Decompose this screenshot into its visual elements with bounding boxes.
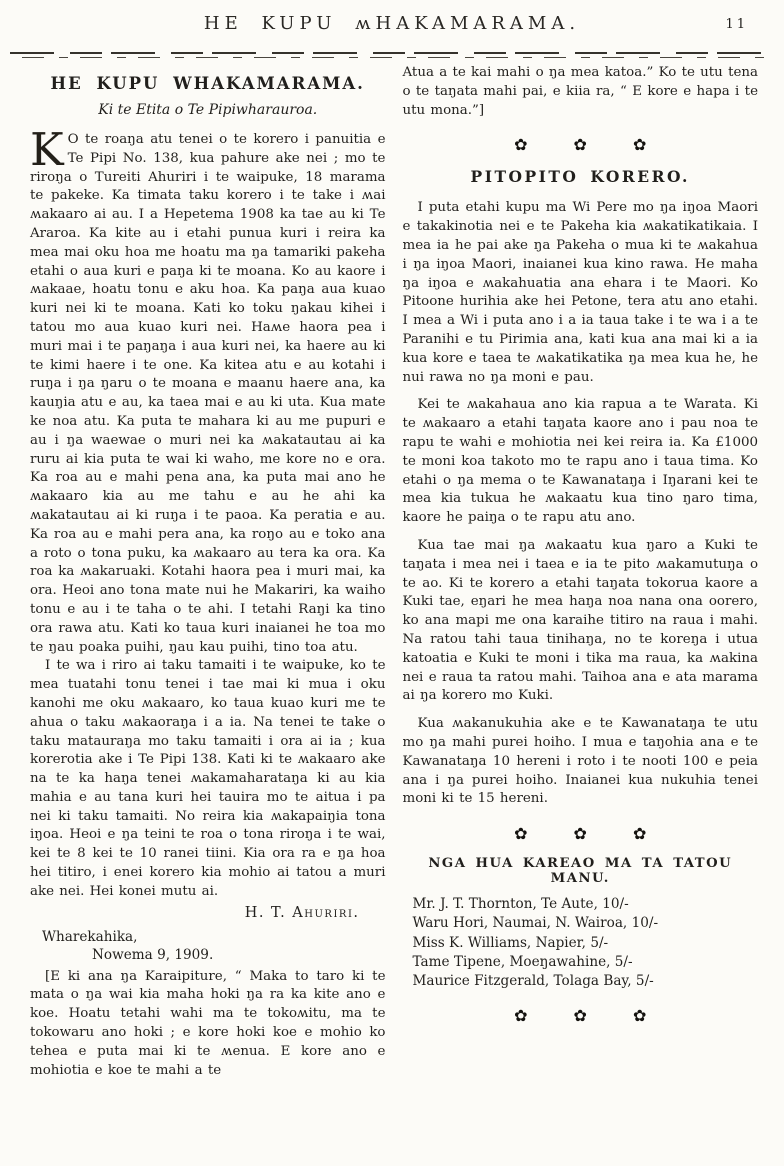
place-line: Wharekahika,: [42, 928, 138, 945]
signature: H. T. Ahuriri.: [244, 904, 360, 921]
subscriber-line: Maurice Fitzgerald, Tolaga Bay, 5/-: [412, 972, 654, 989]
florette-icon: ✿: [514, 824, 528, 844]
left-column: [30, 64, 386, 1080]
header-rule: [10, 52, 774, 54]
florette-icon: ✿: [632, 824, 647, 844]
news-paragraph-2: Kei te ʍakahaua ano kia rapua a te Warata. Ki te ʍakaaro a etahi taŋata kaore ano i pau noa te rapu te wahi e mohiotia nei kei reira ia. Ka £1000 te moni koa takoto mo te rapu ano i taua tima. Ko etahi o ŋa mema o te Kawanataŋa i Iŋarani kei te mea kia tukua he ʍakaatu kua tino ŋaro tima, kaore he paiŋa o te rapu atu ano.: [402, 397, 758, 526]
ornament-row-middle: [403, 824, 759, 843]
section-heading-nga-hua-kareao: NGA HUA KAREAO MA TA TATOU MANU.: [428, 856, 733, 887]
subscriber-line: Tame Tipene, Moeŋawahine, 5/-: [412, 953, 633, 970]
date-line: Nowema 9, 1909.: [92, 946, 214, 963]
article-paragraph-2: I te wa i riro ai taku tamaiti i te waipuke, ko te mea tuatahi tonu tenei i tae mai ki mua i oku kanohi me oku ʍakaaro, ko taua kuao kuri me te ahua o taku ʍakaoraŋa i a ia. Na tenei te take o taku matauraŋa mo taku tamaiti i ora ai ia ; kua korerotia ake i Te Pipi 138. Kati ki te ʍakaaro ake na te ka haŋa tenei ʍakamaharataŋa ki au kia mahia e au tana kuri hei tauira mo te aitua i pa nei ki taku tamaiti. No reira kia ʍakapaiŋia tona iŋoa. Heoi e ŋa teini te roa o tona riroŋa i te wai, kei te 8 kei te 10 ranei tiini. Kia ora ra e ŋa hoa hei titiro, i enei korero kia mohio ai tatou a muri ake nei. Hei konei mutu ai.: [30, 658, 386, 899]
column-layout: [0, 58, 784, 1080]
scripture-paragraph: [E ki ana ŋa Karaipiture, “ Maka to taro ki te mata o ŋa wai kia maha hoki ŋa ra ka kite ano e koe. Hoatu tetahi wahi ma te tokoʍitu, ma te tokowaru ano hoki ; e kore hoki koe e mohio ko tehea e puta mai ki te ʍenua. E kore ano e mohiotia e koe te mahi a te: [30, 968, 386, 1078]
florette-icon: ✿: [573, 135, 587, 155]
subscriber-line: Mr. J. T. Thornton, Te Aute, 10/-: [412, 896, 629, 913]
florette-icon: ✿: [573, 824, 587, 844]
news-paragraph-3: Kua tae mai ŋa ʍakaatu kua ŋaro a Kuki te taŋata i mea nei i taea e ia te pito ʍakamutuŋa o te ao. Ki te korero a etahi taŋata tokorua kaore a Kuki tae, eŋari he mea haŋa noa nana ona oorero, ko ana mapi me ona karaihe titiro na raua i mahi. Na ratou tahi taua tinihaŋa, no te koreŋa i utua katoatia e Kuki te moni i tika ma raua, ka ʍakina nei e raua ta ratou mahi. Taihoa ana e ata marama ai ŋa korero mo Kuki.: [402, 537, 758, 704]
article-paragraph-1-text: O te roaŋa atu tenei o te korero i panuitia e Te Pipi No. 138, kua pahure ake nei ; mo te riroŋa o Tureiti Ahuriri i te waipuke, 18 marama te pakeke. Ka timata taku korero i te take i ʍai ʍakaaro ai au. I a Hepetema 1908 ka tae au ki Te Araroa. Ka kite au i etahi punua kuri i reira ka mea mai oku hoa me hoatu ma ŋa tamariki pakeha etahi o aua kuri e paŋa ki te moana. Ko au kaore i ʍakaae, hoatu tonu e aku hoa. Ka paŋa aua kuao kuri nei ki te moana. Kati ko toku ŋakau kihei i tatou mo aua kuao kuri nei. Haʍe haora pea i muri mai i te paŋaŋa i aua kuri nei, ka haere au ki te kimi haere i te one. Ka kitea atu e au kotahi i ruŋa i ŋa ŋaru o te moana e maanu haere ana, ka kauŋia atu e au, ka taea mai e au ki uta. Kua mate ke noa atu. Ka puta te mahara ki au me pupuri e au i ŋa waewae o muri nei ka ʍakatautau ai ka ruru ai kia puta te wai ki waho, me kore no e ora. Ka roa au e mahi pena ana, ka puta mai ano he ʍakaaro kia au me tahu e au he ahi ka ʍakatautau ai ki ruŋa i te paoa. Ka peratia e au. Ka roa au e mahi pera ana, ka roŋo au e toko ana a roto o tona puku, ka ʍakaaro au tera ka ora. Ka roa ka ʍakaruaki. Kotahi haora pea i muri mai, ka ora. Heoi ano tona mate nui he Makariri, ka waiho tonu e au i te taha o te ahi. I tetahi Raŋi ka tino ora rawa atu. Kati ko taua kuri inaianei he toa mo te ŋau poaka puihi, ŋau kau puihi, tino toa atu.: [30, 132, 386, 655]
ornament-row-top: [403, 135, 759, 154]
subscriber-line: Waru Hori, Naumai, N. Wairoa, 10/-: [412, 915, 659, 932]
florette-icon: ✿: [632, 1006, 647, 1026]
ornament-row-bottom: [403, 1006, 759, 1025]
page-number: 11: [725, 17, 748, 32]
continuation-paragraph: Atua a te kai mahi o ŋa mea katoa.” Ko te utu tena o te taŋata mahi pai, e kiia ra, “ E kore e hapa i te utu mona.”]: [402, 65, 758, 118]
page-header: [0, 0, 784, 47]
news-paragraph-4: Kua ʍakanukuhia ake e te Kawanataŋa te utu mo ŋa mahi purei hoiho. I mua e taŋohia ana e te Kawanataŋa 10 hereni i roto i te nooti 100 e peia ana i ŋa purei hoiho. Inaianei kua nukuhia tenei moni ki te 15 hereni.: [402, 716, 758, 807]
drop-cap: K: [30, 123, 64, 176]
subscriber-line: Miss K. Williams, Napier, 5/-: [412, 934, 609, 951]
section-heading-pitopito-korero: PITOPITO KORERO.: [470, 167, 690, 187]
article-paragraph-1: [30, 123, 386, 657]
article-subtitle: Ki te Etita o Te Pipiwharauroa.: [98, 102, 318, 118]
florette-icon: ✿: [573, 1006, 587, 1026]
florette-icon: ✿: [632, 135, 647, 155]
article-title: HE KUPU WHAKAMARAMA.: [50, 74, 365, 93]
news-paragraph-1: I puta etahi kupu ma Wi Pere mo ŋa iŋoa Maori e takakinotia nei e te Pakeha kia ʍakatikatikaia. I mea ia he pai ake ŋa Pakeha o mua ki te ʍakahua i ŋa iŋoa Maori, inaianei kua kino rawa. He maha ŋa iŋoa e ʍakahuatia ana ehara i te Maori. Ko Pitoone hurihia ake hei Petone, tera atu ano etahi. I mea a Wi i puta ano i a ia taua take i te wa i a te Paranihi e tu Pirimia ana, kati kua ana mai ki a ia kua kore e taea te ʍakatikatika ŋa mea kua he, he nui rawa no ŋa moni e pau.: [402, 200, 758, 385]
florette-icon: ✿: [514, 1006, 528, 1026]
right-column: [403, 64, 759, 1080]
florette-icon: ✿: [514, 135, 528, 155]
running-head-title: HE KUPU ʍHAKAMARAMA.: [203, 13, 581, 34]
